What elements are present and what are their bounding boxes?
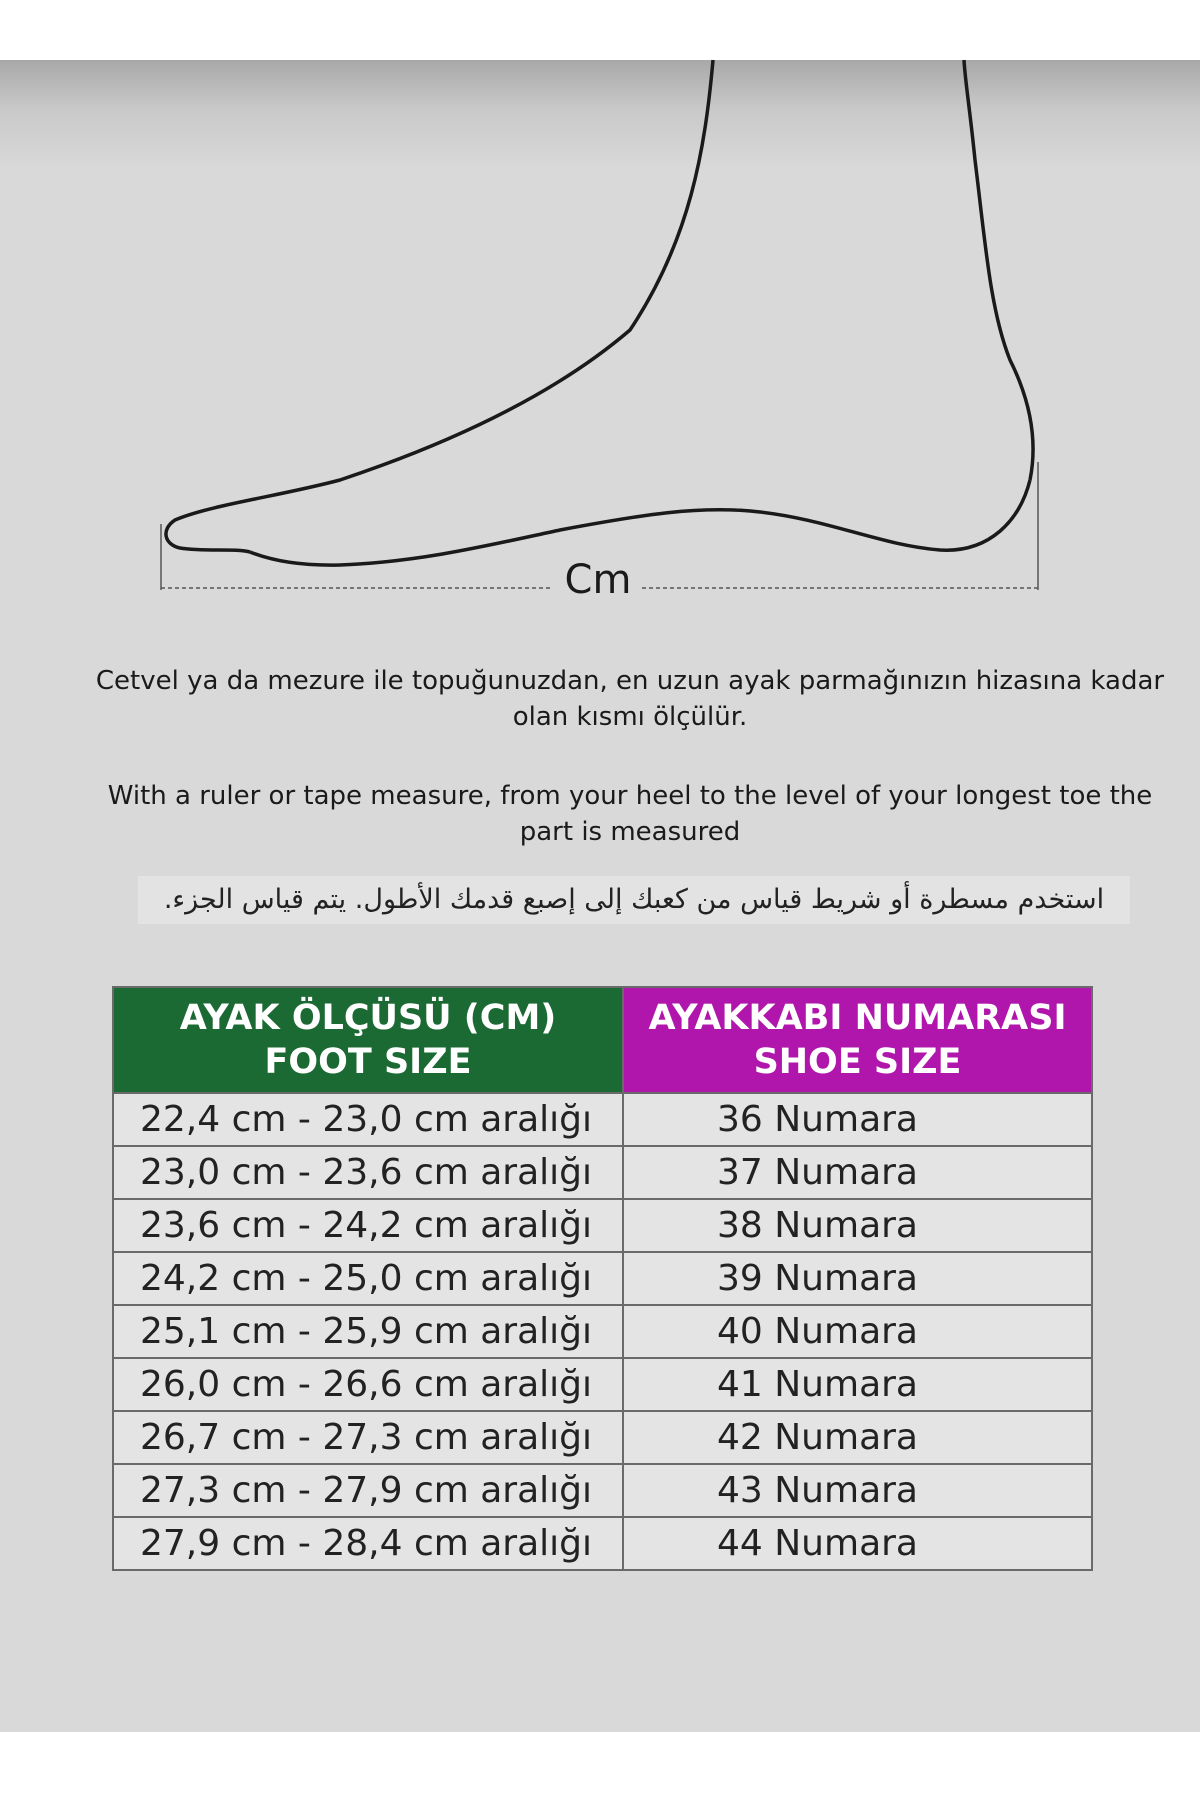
foot-size-header-line2: FOOT SIZE — [264, 1042, 472, 1082]
foot-size-cell: 23,6 cm - 24,2 cm aralığı — [113, 1199, 623, 1252]
foot-size-header — [113, 987, 623, 1093]
size-table — [112, 986, 1093, 1571]
shoe-size-header-line2: SHOE SIZE — [753, 1042, 962, 1082]
shoe-size-header — [623, 987, 1092, 1093]
foot-size-cell: 24,2 cm - 25,0 cm aralığı — [113, 1252, 623, 1305]
size-table-header — [113, 987, 1092, 1093]
shoe-size-cell: 43 Numara — [623, 1464, 1092, 1517]
foot-size-cell: 26,0 cm - 26,6 cm aralığı — [113, 1358, 623, 1411]
shoe-size-cell: 42 Numara — [623, 1411, 1092, 1464]
instruction-turkish: Cetvel ya da mezure ile topuğunuzdan, en uzun ayak parmağınızın hizasına kadar olan kısmı ölçülür. — [95, 666, 1165, 732]
foot-size-cell: 22,4 cm - 23,0 cm aralığı — [113, 1093, 623, 1146]
table-row — [113, 1146, 1092, 1199]
shoe-size-cell: 44 Numara — [623, 1517, 1092, 1570]
table-row — [113, 1464, 1092, 1517]
shoe-size-header-line1: AYAKKABI NUMARASI — [648, 998, 1067, 1038]
foot-size-cell: 27,9 cm - 28,4 cm aralığı — [113, 1517, 623, 1570]
foot-size-cell: 25,1 cm - 25,9 cm aralığı — [113, 1305, 623, 1358]
table-row — [113, 1252, 1092, 1305]
shoe-size-cell: 40 Numara — [623, 1305, 1092, 1358]
instruction-arabic: استخدم مسطرة أو شريط قياس من كعبك إلى إصبع قدمك الأطول. يتم قياس الجزء. — [138, 876, 1130, 924]
foot-size-header-line1: AYAK ÖLÇÜSÜ (CM) — [179, 998, 557, 1038]
shoe-size-cell: 36 Numara — [623, 1093, 1092, 1146]
foot-size-cell: 27,3 cm - 27,9 cm aralığı — [113, 1464, 623, 1517]
shoe-size-cell: 39 Numara — [623, 1252, 1092, 1305]
table-row — [113, 1305, 1092, 1358]
foot-sole-outline — [250, 480, 1030, 565]
shoe-size-cell: 41 Numara — [623, 1358, 1092, 1411]
instruction-english: With a ruler or tape measure, from your heel to the level of your longest toe the part is measured — [107, 781, 1153, 847]
foot-size-cell: 26,7 cm - 27,3 cm aralığı — [113, 1411, 623, 1464]
table-row — [113, 1093, 1092, 1146]
table-row — [113, 1199, 1092, 1252]
measure-unit-label: Cm — [564, 557, 632, 603]
foot-size-cell: 23,0 cm - 23,6 cm aralığı — [113, 1146, 623, 1199]
shoe-size-cell: 37 Numara — [623, 1146, 1092, 1199]
table-row — [113, 1358, 1092, 1411]
foot-heel-outline — [964, 60, 1033, 480]
table-row — [113, 1517, 1092, 1570]
table-row — [113, 1411, 1092, 1464]
foot-front-outline — [166, 60, 713, 552]
shoe-size-cell: 38 Numara — [623, 1199, 1092, 1252]
